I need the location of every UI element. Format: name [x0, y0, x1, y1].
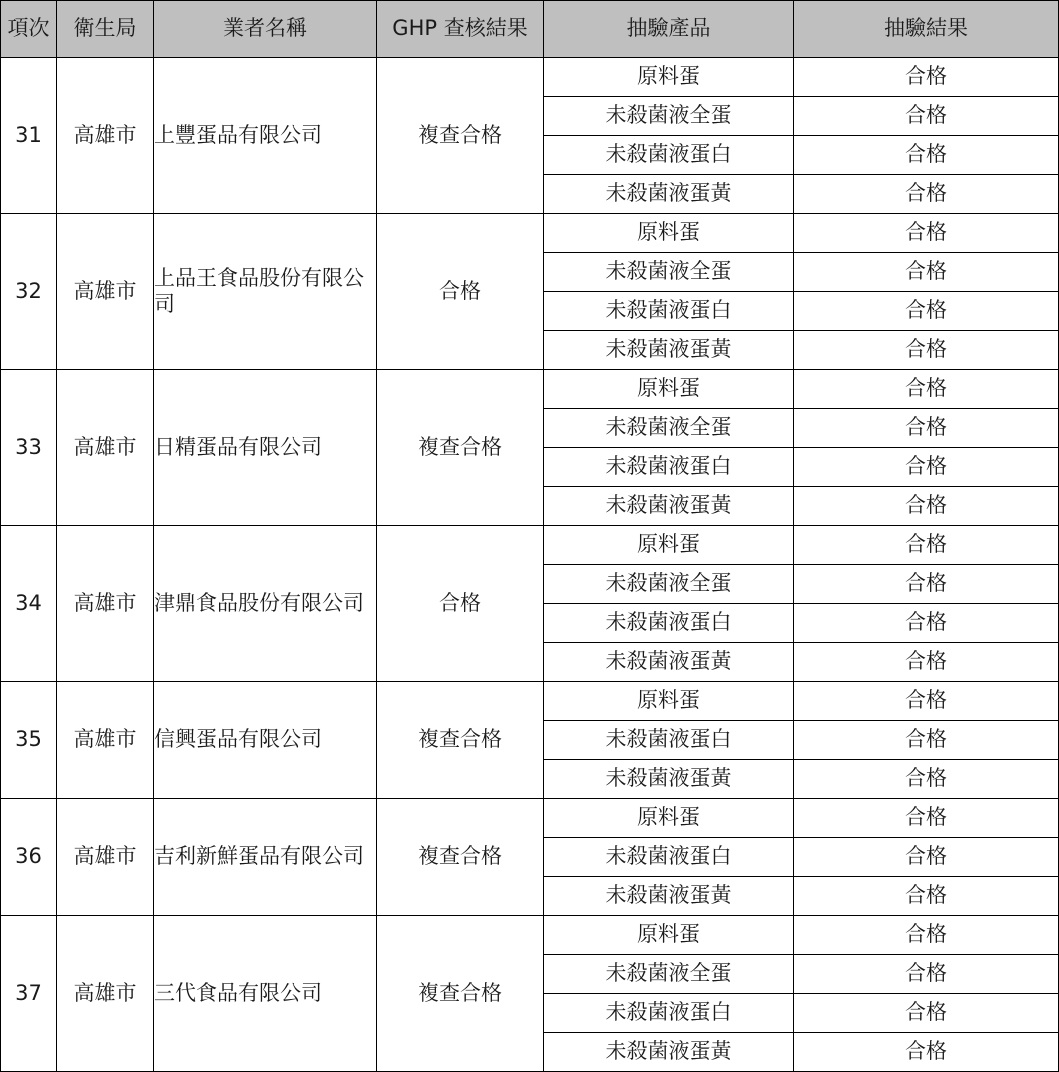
- header-company-name: 業者名稱: [154, 1, 377, 58]
- sample-product-cell: 未殺菌液蛋黃: [544, 487, 794, 526]
- ghp-result-cell: 複查合格: [377, 682, 544, 799]
- company-name-cell: 上品王食品股份有限公司: [154, 214, 377, 370]
- ghp-result-cell: 複查合格: [377, 799, 544, 916]
- sample-result-cell: 合格: [794, 916, 1059, 955]
- header-sample-product: 抽驗產品: [544, 1, 794, 58]
- header-health-bureau: 衛生局: [57, 1, 154, 58]
- header-sample-result: 抽驗結果: [794, 1, 1059, 58]
- sample-product-cell: 未殺菌液蛋白: [544, 994, 794, 1033]
- company-name-cell: 吉利新鮮蛋品有限公司: [154, 799, 377, 916]
- sample-product-cell: 未殺菌液蛋黃: [544, 760, 794, 799]
- ghp-result-cell: 合格: [377, 526, 544, 682]
- sample-product-cell: 原料蛋: [544, 526, 794, 565]
- company-name-cell: 信興蛋品有限公司: [154, 682, 377, 799]
- table-header: [1, 1, 1059, 58]
- health-bureau-cell: 高雄市: [57, 682, 154, 799]
- sample-product-cell: 未殺菌液蛋白: [544, 838, 794, 877]
- sample-product-cell: 原料蛋: [544, 799, 794, 838]
- sample-product-cell: 原料蛋: [544, 370, 794, 409]
- sample-product-cell: 原料蛋: [544, 682, 794, 721]
- header-row: [1, 1, 1059, 58]
- health-bureau-cell: 高雄市: [57, 214, 154, 370]
- company-name-cell: 上豐蛋品有限公司: [154, 58, 377, 214]
- sample-product-cell: 未殺菌液蛋白: [544, 721, 794, 760]
- sample-product-cell: 未殺菌液全蛋: [544, 955, 794, 994]
- sample-product-cell: 未殺菌液蛋黃: [544, 175, 794, 214]
- sample-result-cell: 合格: [794, 1033, 1059, 1072]
- sample-result-cell: 合格: [794, 409, 1059, 448]
- company-name-cell: 日精蛋品有限公司: [154, 370, 377, 526]
- item-no-cell: 37: [1, 916, 57, 1072]
- table-row: [1, 214, 1059, 253]
- health-bureau-cell: 高雄市: [57, 916, 154, 1072]
- item-no-cell: 32: [1, 214, 57, 370]
- table-row: [1, 526, 1059, 565]
- company-name-cell: 津鼎食品股份有限公司: [154, 526, 377, 682]
- item-no-cell: 34: [1, 526, 57, 682]
- sample-result-cell: 合格: [794, 877, 1059, 916]
- sample-product-cell: 未殺菌液蛋白: [544, 448, 794, 487]
- sample-product-cell: 原料蛋: [544, 214, 794, 253]
- sample-product-cell: 未殺菌液蛋白: [544, 292, 794, 331]
- table-row: [1, 799, 1059, 838]
- sample-result-cell: 合格: [794, 448, 1059, 487]
- sample-result-cell: 合格: [794, 760, 1059, 799]
- sample-product-cell: 未殺菌液蛋黃: [544, 643, 794, 682]
- company-name-cell: 三代食品有限公司: [154, 916, 377, 1072]
- sample-product-cell: 未殺菌液蛋黃: [544, 877, 794, 916]
- table-row: [1, 916, 1059, 955]
- sample-product-cell: 未殺菌液全蛋: [544, 253, 794, 292]
- sample-result-cell: 合格: [794, 643, 1059, 682]
- item-no-cell: 33: [1, 370, 57, 526]
- sample-result-cell: 合格: [794, 331, 1059, 370]
- sample-result-cell: 合格: [794, 604, 1059, 643]
- table-row: [1, 370, 1059, 409]
- health-bureau-cell: 高雄市: [57, 58, 154, 214]
- ghp-result-cell: 複查合格: [377, 916, 544, 1072]
- sample-result-cell: 合格: [794, 58, 1059, 97]
- ghp-result-cell: 合格: [377, 214, 544, 370]
- sample-result-cell: 合格: [794, 253, 1059, 292]
- sample-result-cell: 合格: [794, 994, 1059, 1033]
- table-body: [1, 58, 1059, 1072]
- item-no-cell: 31: [1, 58, 57, 214]
- table-row: [1, 682, 1059, 721]
- sample-result-cell: 合格: [794, 487, 1059, 526]
- sample-result-cell: 合格: [794, 799, 1059, 838]
- sample-product-cell: 未殺菌液蛋黃: [544, 1033, 794, 1072]
- table-row: [1, 58, 1059, 97]
- sample-result-cell: 合格: [794, 370, 1059, 409]
- sample-result-cell: 合格: [794, 214, 1059, 253]
- sample-result-cell: 合格: [794, 721, 1059, 760]
- health-bureau-cell: 高雄市: [57, 526, 154, 682]
- sample-result-cell: 合格: [794, 526, 1059, 565]
- sample-result-cell: 合格: [794, 955, 1059, 994]
- sample-result-cell: 合格: [794, 565, 1059, 604]
- sample-product-cell: 原料蛋: [544, 916, 794, 955]
- ghp-result-cell: 複查合格: [377, 58, 544, 214]
- sample-product-cell: 未殺菌液蛋白: [544, 136, 794, 175]
- sample-result-cell: 合格: [794, 838, 1059, 877]
- health-bureau-cell: 高雄市: [57, 799, 154, 916]
- sample-result-cell: 合格: [794, 97, 1059, 136]
- sample-result-cell: 合格: [794, 682, 1059, 721]
- sample-result-cell: 合格: [794, 292, 1059, 331]
- sample-product-cell: 未殺菌液全蛋: [544, 565, 794, 604]
- ghp-result-cell: 複查合格: [377, 370, 544, 526]
- item-no-cell: 36: [1, 799, 57, 916]
- sample-result-cell: 合格: [794, 136, 1059, 175]
- sample-result-cell: 合格: [794, 175, 1059, 214]
- item-no-cell: 35: [1, 682, 57, 799]
- header-item-no: 項次: [1, 1, 57, 58]
- sample-product-cell: 未殺菌液蛋白: [544, 604, 794, 643]
- sample-product-cell: 未殺菌液全蛋: [544, 409, 794, 448]
- header-ghp-result: GHP 查核結果: [377, 1, 544, 58]
- sample-product-cell: 原料蛋: [544, 58, 794, 97]
- sample-product-cell: 未殺菌液蛋黃: [544, 331, 794, 370]
- health-bureau-cell: 高雄市: [57, 370, 154, 526]
- sample-product-cell: 未殺菌液全蛋: [544, 97, 794, 136]
